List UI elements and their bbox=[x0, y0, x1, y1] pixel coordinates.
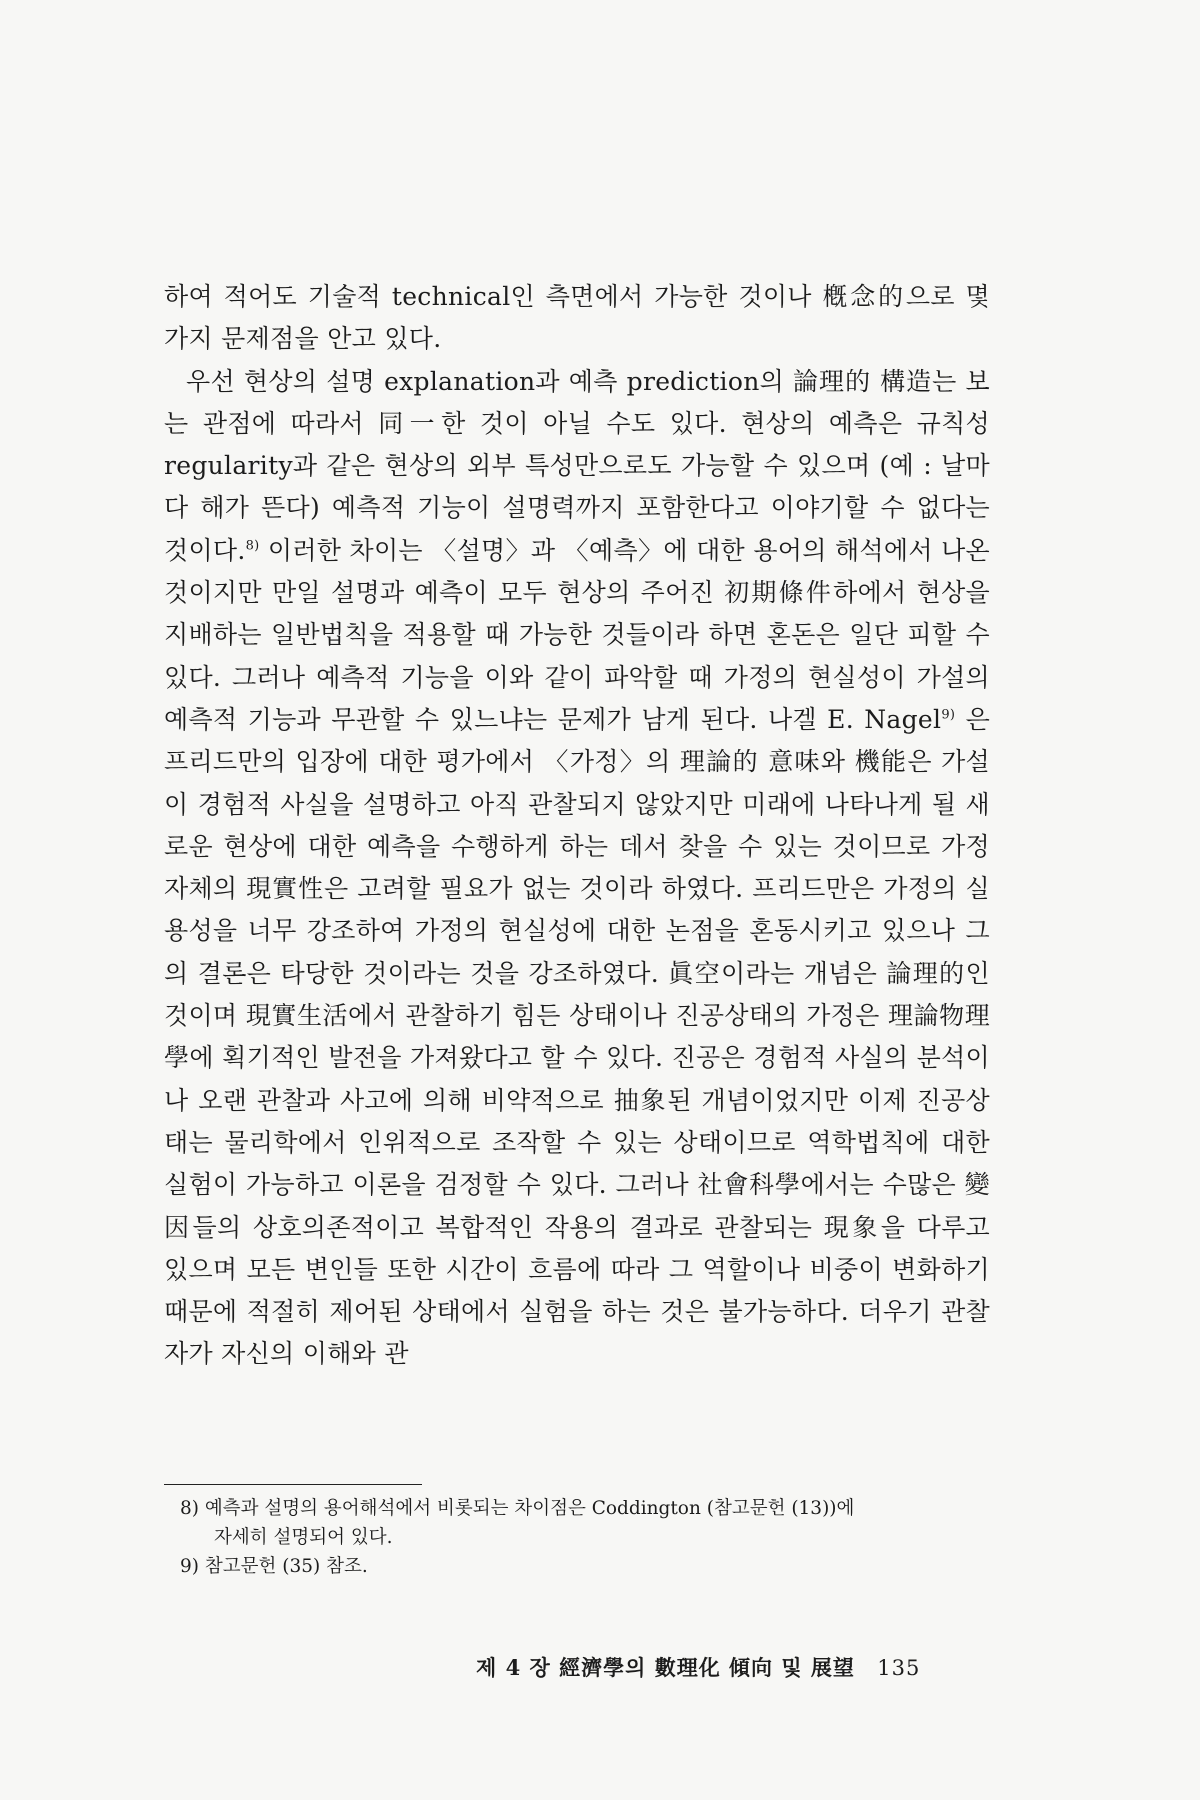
footnote-divider bbox=[164, 1484, 422, 1485]
footnote-9-label: 9) bbox=[180, 1556, 199, 1577]
footnote-8-text: 예측과 설명의 용어해석에서 비롯되는 차이점은 Coddington (참고문헌 (13))에 bbox=[204, 1498, 855, 1519]
footnote-9 bbox=[180, 1552, 980, 1581]
running-footer bbox=[476, 1652, 996, 1682]
footnotes bbox=[180, 1494, 980, 1581]
paragraph-2-text: 우선 현상의 설명 explanation과 예측 prediction의 論理的 構造는 보는 관점에 따라서 同一한 것이 아닐 수도 있다. 현상의 예측은 규칙성 regularity과 같은 현상의 외부 특성만으로도 가능할 수 있으며 (예 : 날마다 해가 뜬다) 예측적 기능이 설명력까지 포함한다고 이야기할 수 없다는 것이다. bbox=[164, 366, 990, 565]
footnote-8 bbox=[180, 1494, 980, 1523]
footnote-9-text: 참고문헌 (35) 참조. bbox=[204, 1556, 368, 1577]
paragraph-2-cont: 이러한 차이는 〈설명〉과 〈예측〉에 대한 용어의 해석에서 나온 것이지만 만일 설명과 예측이 모두 현상의 주어진 初期條件하에서 현상을 지배하는 일반법칙을 적용할 때 가능한 것들이라 하면 혼돈은 일단 피할 수 있다. 그러나 예측적 기능을 이와 같이 파악할 때 가정의 현실성이 가설의 예측적 기능과 무관할 수 있느냐는 문제가 남게 된다. 나겔 E. Nagel bbox=[164, 535, 990, 734]
body-text bbox=[164, 276, 990, 1376]
paragraph-1: 하여 적어도 기술적 technical인 측면에서 가능한 것이나 槪念的으로 몇 가지 문제점을 안고 있다. bbox=[164, 282, 990, 354]
paragraph-2-end: 은 프리드만의 입장에 대한 평가에서 〈가정〉의 理論的 意味와 機能은 가설이 경험적 사실을 설명하고 아직 관찰되지 않았지만 미래에 나타나게 될 새로운 현상에 대한 예측을 수행하게 하는 데서 찾을 수 있는 것이므로 가정 자체의 現實性은 고려할 필요가 없는 것이라 하였다. 프리드만은 가정의 실용성을 너무 강조하여 가정의 현실성에 대한 논점을 혼동시키고 있으나 그의 결론은 타당한 것이라는 것을 강조하였다. 眞空이라는 개념은 論理的인 것이며 現實生活에서 관찰하기 힘든 상태이나 진공상태의 가정은 理論物理學에 획기적인 발전을 가져왔다고 할 수 있다. 진공은 경험적 사실의 분석이나 오랜 관찰과 사고에 의해 비약적으로 抽象된 개념이었지만 이제 진공상태는 물리학에서 인위적으로 조작할 수 있는 상태이므로 역학법칙에 대한 실험이 가능하고 이론을 검정할 수 있다. 그러나 社會科學에서는 수많은 變因들의 상호의존적이고 복합적인 작용의 결과로 관찰되는 現象을 다루고 있으며 모든 변인들 또한 시간이 흐름에 따라 그 역할이나 비중이 변화하기 때문에 적절히 제어된 상태에서 실험을 하는 것은 불가능하다. 더우기 관찰자가 자신의 이해와 관 bbox=[164, 704, 991, 1369]
chapter-title: 제 4 장 經濟學의 數理化 傾向 및 展望 bbox=[476, 1655, 855, 1680]
paragraph-2 bbox=[164, 361, 990, 1376]
footnote-ref-8: 8) bbox=[245, 538, 260, 554]
footnote-8-label: 8) bbox=[180, 1498, 199, 1519]
page-number: 135 bbox=[877, 1656, 921, 1680]
footnote-8-cont: 자세히 설명되어 있다. bbox=[214, 1527, 393, 1548]
footnote-ref-9: 9) bbox=[941, 707, 956, 723]
